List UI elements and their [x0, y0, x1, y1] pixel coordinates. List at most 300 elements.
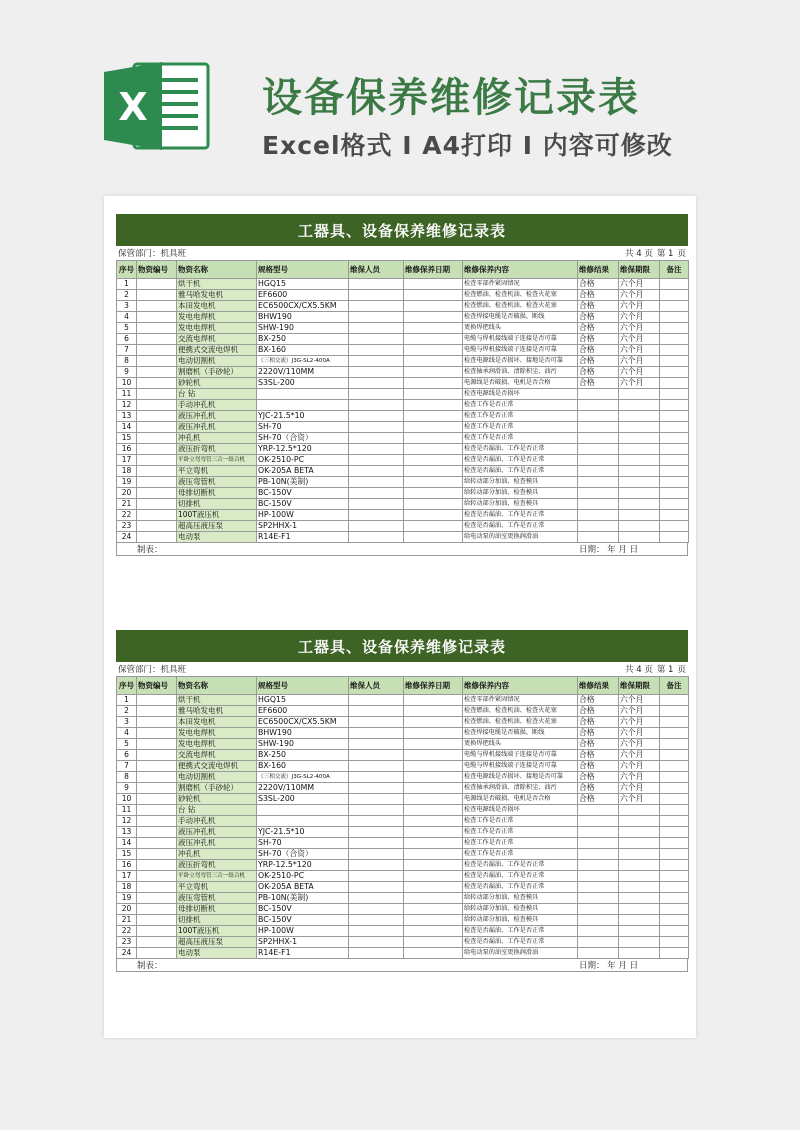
table-cell: 合格	[578, 772, 619, 783]
table-cell	[137, 838, 177, 849]
table-cell	[349, 937, 404, 948]
pager	[621, 663, 686, 675]
table-cell: 六个月	[619, 750, 660, 761]
table-row	[117, 937, 689, 948]
column-header: 规格型号	[257, 677, 349, 695]
table-cell	[349, 279, 404, 290]
table-cell: 100T液压机	[177, 510, 257, 521]
table-cell	[137, 728, 177, 739]
table-cell: BC-150V	[257, 488, 349, 499]
table-row	[117, 761, 689, 772]
table-footer	[116, 959, 688, 972]
table-cell	[660, 323, 689, 334]
table-cell: HGQ15	[257, 279, 349, 290]
table-cell: 烘干机	[177, 695, 257, 706]
table-cell: 电动切割机	[177, 772, 257, 783]
table-cell: 发电电焊机	[177, 728, 257, 739]
table-cell	[660, 378, 689, 389]
table-cell: 给转动部分加油、检查模具	[463, 499, 578, 510]
table-cell: YJC-21.5*10	[257, 827, 349, 838]
table-cell: 六个月	[619, 323, 660, 334]
table-row	[117, 378, 689, 389]
table-cell	[257, 805, 349, 816]
table-cell	[578, 937, 619, 948]
table-cell: 交流电焊机	[177, 334, 257, 345]
table-cell: OK-205A BETA	[257, 882, 349, 893]
pager-unit: 页	[677, 249, 686, 259]
table-cell	[404, 367, 463, 378]
table-row	[117, 882, 689, 893]
table-cell: SH-70	[257, 422, 349, 433]
table-cell: 7	[117, 761, 137, 772]
table-cell	[137, 816, 177, 827]
table-cell	[404, 937, 463, 948]
table-cell	[349, 926, 404, 937]
table-cell	[578, 827, 619, 838]
table-row	[117, 838, 689, 849]
table-cell: HGQ15	[257, 695, 349, 706]
column-header: 物资名称	[177, 677, 257, 695]
table-cell	[137, 849, 177, 860]
table-cell: 18	[117, 466, 137, 477]
table-cell	[619, 805, 660, 816]
table-cell: S3SL-200	[257, 794, 349, 805]
table-row	[117, 400, 689, 411]
table-cell	[349, 838, 404, 849]
table-cell	[257, 389, 349, 400]
table-cell: 13	[117, 827, 137, 838]
table-cell: OK-2510-PC	[257, 455, 349, 466]
maker-label: 制表：	[137, 545, 163, 555]
record-table	[116, 260, 689, 543]
table-cell	[137, 422, 177, 433]
table-cell	[137, 695, 177, 706]
table-cell: 给电动泵的油室更换润滑油	[463, 948, 578, 959]
document-sheet	[104, 196, 696, 1038]
table-cell	[137, 827, 177, 838]
table-cell: 检查燃油、检查机油、检查火花塞	[463, 290, 578, 301]
table-cell: 台 钻	[177, 805, 257, 816]
table-cell: 台 钻	[177, 389, 257, 400]
table-cell: R14E-F1	[257, 948, 349, 959]
table-cell: 17	[117, 455, 137, 466]
table-cell: 检查电源线是否损坏、接地是否可靠	[463, 356, 578, 367]
table-cell: 冲孔机	[177, 433, 257, 444]
table-cell: 六个月	[619, 279, 660, 290]
table-cell: 手动冲孔机	[177, 400, 257, 411]
table-cell	[137, 915, 177, 926]
column-header: 维保人员	[349, 677, 404, 695]
table-cell: 更换焊把线头	[463, 739, 578, 750]
table-cell	[578, 904, 619, 915]
column-header: 维修结果	[578, 261, 619, 279]
table-cell	[137, 499, 177, 510]
table-cell	[137, 488, 177, 499]
table-cell	[660, 706, 689, 717]
date-label: 日期： 年 月 日	[579, 961, 639, 971]
table-cell: SH-70	[257, 838, 349, 849]
table-cell	[619, 849, 660, 860]
table-cell	[619, 499, 660, 510]
table-cell: BC-150V	[257, 915, 349, 926]
table-cell	[660, 422, 689, 433]
table-cell: 2	[117, 706, 137, 717]
table-cell: 六个月	[619, 356, 660, 367]
table-cell: EC6500CX/CX5.5KM	[257, 717, 349, 728]
table-cell	[349, 915, 404, 926]
table-cell: 雅马哈发电机	[177, 706, 257, 717]
table-cell	[137, 937, 177, 948]
table-cell	[137, 783, 177, 794]
table-cell	[137, 750, 177, 761]
table-cell: 22	[117, 510, 137, 521]
table-cell	[404, 794, 463, 805]
table-cell: 16	[117, 444, 137, 455]
table-cell	[578, 433, 619, 444]
table-cell	[619, 904, 660, 915]
table-cell	[137, 860, 177, 871]
table-cell	[660, 290, 689, 301]
table-cell	[349, 323, 404, 334]
table-cell	[660, 521, 689, 532]
table-cell	[349, 411, 404, 422]
table-row	[117, 334, 689, 345]
table-cell: 检查燃油、检查机油、检查火花塞	[463, 717, 578, 728]
table-cell	[660, 455, 689, 466]
table-cell: 六个月	[619, 290, 660, 301]
table-cell: 更换焊把线头	[463, 323, 578, 334]
table-row	[117, 411, 689, 422]
table-cell: 检查燃油、检查机油、检查火花塞	[463, 301, 578, 312]
table-row	[117, 290, 689, 301]
table-cell	[660, 904, 689, 915]
table-cell: 电缆与焊机接线端子连接是否可靠	[463, 345, 578, 356]
column-header: 维保期限	[619, 261, 660, 279]
table-cell: BC-150V	[257, 499, 349, 510]
table-cell: 合格	[578, 290, 619, 301]
table-cell	[404, 279, 463, 290]
dept-info	[118, 247, 186, 259]
table-cell: 割磨机（手砂轮）	[177, 783, 257, 794]
table-cell	[404, 739, 463, 750]
table-cell: 2220V/110MM	[257, 783, 349, 794]
table-cell	[619, 411, 660, 422]
table-cell: 检查工作是否正常	[463, 838, 578, 849]
table-cell: SHW-190	[257, 739, 349, 750]
table-cell: 4	[117, 728, 137, 739]
table-cell: 检查电源线是否损坏	[463, 805, 578, 816]
table-row	[117, 739, 689, 750]
table-cell	[137, 904, 177, 915]
table-cell: 六个月	[619, 378, 660, 389]
table-cell	[619, 838, 660, 849]
dept-label: 保管部门：	[118, 665, 161, 675]
table-row	[117, 717, 689, 728]
table-cell: 给转动部分加油、检查模具	[463, 477, 578, 488]
table-cell	[349, 455, 404, 466]
dept-value: 机具班	[160, 665, 187, 675]
dept-value: 机具班	[160, 249, 187, 259]
table-cell	[578, 422, 619, 433]
table-cell: BX-160	[257, 345, 349, 356]
column-header: 物资名称	[177, 261, 257, 279]
table-cell: 12	[117, 816, 137, 827]
table-cell	[660, 805, 689, 816]
table-cell	[578, 455, 619, 466]
table-cell	[578, 499, 619, 510]
table-cell: 检查工作是否正常	[463, 433, 578, 444]
table-cell	[349, 477, 404, 488]
table-row	[117, 827, 689, 838]
table-cell: 19	[117, 477, 137, 488]
record-table-block	[116, 630, 688, 972]
table-cell: 本田发电机	[177, 717, 257, 728]
table-cell: 六个月	[619, 728, 660, 739]
table-cell	[349, 488, 404, 499]
table-cell: 5	[117, 323, 137, 334]
table-cell	[137, 717, 177, 728]
table-cell	[137, 389, 177, 400]
table-row	[117, 794, 689, 805]
table-cell	[349, 367, 404, 378]
table-cell: 合格	[578, 334, 619, 345]
column-header: 维修保养日期	[404, 677, 463, 695]
table-cell: 液压冲孔机	[177, 411, 257, 422]
table-cell	[137, 279, 177, 290]
info-row	[116, 246, 688, 260]
table-cell: 液压弯管机	[177, 893, 257, 904]
table-cell	[660, 816, 689, 827]
table-cell: 8	[117, 356, 137, 367]
table-cell	[660, 499, 689, 510]
pager-total: 共 4 页	[625, 665, 653, 675]
table-cell: 9	[117, 367, 137, 378]
table-cell	[578, 488, 619, 499]
column-header: 物资编号	[137, 677, 177, 695]
table-cell	[660, 510, 689, 521]
table-cell	[404, 849, 463, 860]
table-cell: 液压冲孔机	[177, 827, 257, 838]
table-cell: 检查工作是否正常	[463, 422, 578, 433]
table-cell	[349, 860, 404, 871]
table-cell	[349, 444, 404, 455]
table-cell	[137, 948, 177, 959]
table-cell: 检查电源线是否损坏	[463, 389, 578, 400]
table-cell: 六个月	[619, 312, 660, 323]
table-cell	[660, 948, 689, 959]
table-cell: 合格	[578, 323, 619, 334]
table-cell: 12	[117, 400, 137, 411]
table-cell	[619, 937, 660, 948]
record-table-block	[116, 214, 688, 556]
column-header: 序号	[117, 261, 137, 279]
table-cell	[349, 871, 404, 882]
table-cell	[349, 827, 404, 838]
table-cell: 检查轴承润滑油、清除积尘、油污	[463, 367, 578, 378]
table-cell: SP2HHX-1	[257, 521, 349, 532]
table-cell: 冲孔机	[177, 849, 257, 860]
table-cell: R14E-F1	[257, 532, 349, 543]
table-cell	[349, 378, 404, 389]
table-cell: 21	[117, 915, 137, 926]
table-cell: 平卧立弯弯管三合一组合机	[177, 871, 257, 882]
table-cell	[257, 816, 349, 827]
table-cell: 六个月	[619, 301, 660, 312]
table-title: 工器具、设备保养维修记录表	[116, 214, 688, 246]
table-cell: 10	[117, 794, 137, 805]
table-cell: 合格	[578, 695, 619, 706]
table-cell	[137, 400, 177, 411]
table-cell	[660, 400, 689, 411]
table-cell	[619, 915, 660, 926]
table-cell: 母排切断机	[177, 488, 257, 499]
table-cell: 2220V/110MM	[257, 367, 349, 378]
table-cell	[404, 345, 463, 356]
table-cell	[137, 290, 177, 301]
table-cell: 3	[117, 717, 137, 728]
table-cell: 合格	[578, 345, 619, 356]
table-row	[117, 389, 689, 400]
table-cell: 14	[117, 422, 137, 433]
table-cell	[404, 783, 463, 794]
table-cell	[404, 827, 463, 838]
table-cell: 4	[117, 312, 137, 323]
table-cell: 合格	[578, 301, 619, 312]
table-cell	[349, 761, 404, 772]
table-cell	[137, 706, 177, 717]
table-cell: 22	[117, 926, 137, 937]
table-cell: 检查工作是否正常	[463, 827, 578, 838]
table-cell: BX-250	[257, 334, 349, 345]
table-cell: 六个月	[619, 783, 660, 794]
table-footer	[116, 543, 688, 556]
table-cell: 给转动部分加油、检查模具	[463, 488, 578, 499]
table-cell: 电源线是否破损、电机是否合格	[463, 794, 578, 805]
table-cell	[404, 400, 463, 411]
table-cell: SP2HHX-1	[257, 937, 349, 948]
table-cell	[349, 312, 404, 323]
table-cell	[660, 827, 689, 838]
page-title: 设备保养维修记录表	[262, 75, 640, 121]
table-cell	[349, 948, 404, 959]
table-cell	[619, 521, 660, 532]
table-row	[117, 860, 689, 871]
table-cell: 便携式交流电焊机	[177, 761, 257, 772]
table-cell: 检查燃油、检查机油、检查火花塞	[463, 706, 578, 717]
table-cell	[404, 455, 463, 466]
hero-banner	[0, 0, 800, 190]
column-header: 维修保养内容	[463, 261, 578, 279]
table-cell: 检查轴承润滑油、清除积尘、油污	[463, 783, 578, 794]
table-cell: 11	[117, 805, 137, 816]
table-cell	[660, 477, 689, 488]
table-row	[117, 279, 689, 290]
table-cell	[349, 783, 404, 794]
table-cell: 24	[117, 532, 137, 543]
table-cell	[349, 356, 404, 367]
table-cell: 20	[117, 488, 137, 499]
table-cell: 检查是否漏油、工作是否正常	[463, 510, 578, 521]
table-cell: 检查是否漏油、工作是否正常	[463, 926, 578, 937]
table-cell: 给转动部分加油、检查模具	[463, 893, 578, 904]
table-cell: 检查焊接电缆是否破损、断线	[463, 728, 578, 739]
table-cell: 切排机	[177, 499, 257, 510]
info-row	[116, 662, 688, 676]
table-cell: 切排机	[177, 915, 257, 926]
table-cell: 16	[117, 860, 137, 871]
pager-unit: 页	[677, 665, 686, 675]
table-cell: 合格	[578, 356, 619, 367]
table-cell	[349, 706, 404, 717]
table-cell	[660, 433, 689, 444]
table-row	[117, 849, 689, 860]
table-header-row	[117, 261, 689, 279]
table-cell	[349, 794, 404, 805]
table-cell	[619, 827, 660, 838]
table-cell: BX-160	[257, 761, 349, 772]
table-cell: YRP-12.5*120	[257, 444, 349, 455]
table-row	[117, 915, 689, 926]
table-cell: 检查零部件紧固情况	[463, 695, 578, 706]
table-cell: PB-10N(美制)	[257, 477, 349, 488]
table-cell	[137, 356, 177, 367]
table-cell: 电缆与焊机接线端子连接是否可靠	[463, 750, 578, 761]
table-cell: 超高压液压泵	[177, 937, 257, 948]
table-cell: 检查是否漏油、工作是否正常	[463, 860, 578, 871]
table-cell: SH-70（合资）	[257, 433, 349, 444]
table-cell: 检查是否漏油、工作是否正常	[463, 882, 578, 893]
table-cell	[660, 444, 689, 455]
table-cell	[137, 510, 177, 521]
table-cell	[349, 532, 404, 543]
table-cell	[578, 477, 619, 488]
record-table	[116, 676, 689, 959]
table-cell	[404, 532, 463, 543]
table-cell: 发电电焊机	[177, 312, 257, 323]
table-cell	[349, 750, 404, 761]
table-cell	[257, 400, 349, 411]
table-row	[117, 466, 689, 477]
column-header: 备注	[660, 261, 689, 279]
table-cell: 合格	[578, 367, 619, 378]
table-cell	[660, 411, 689, 422]
table-cell: 六个月	[619, 717, 660, 728]
table-cell	[578, 444, 619, 455]
table-cell: BX-250	[257, 750, 349, 761]
pager-current: 第 1	[656, 665, 674, 675]
table-cell	[619, 816, 660, 827]
table-row	[117, 345, 689, 356]
table-cell: BC-150V	[257, 904, 349, 915]
table-cell: 六个月	[619, 772, 660, 783]
table-cell	[404, 706, 463, 717]
table-cell: OK-2510-PC	[257, 871, 349, 882]
table-cell: SH-70（合资）	[257, 849, 349, 860]
table-cell: 检查是否漏油、工作是否正常	[463, 444, 578, 455]
table-cell	[137, 794, 177, 805]
table-cell: 检查是否漏油、工作是否正常	[463, 466, 578, 477]
table-cell: 15	[117, 849, 137, 860]
table-cell: 检查工作是否正常	[463, 400, 578, 411]
table-cell	[404, 510, 463, 521]
table-cell: 六个月	[619, 706, 660, 717]
table-cell	[137, 312, 177, 323]
table-cell: 六个月	[619, 334, 660, 345]
table-cell	[137, 761, 177, 772]
table-cell	[404, 422, 463, 433]
table-cell: 六个月	[619, 794, 660, 805]
table-cell: 合格	[578, 783, 619, 794]
